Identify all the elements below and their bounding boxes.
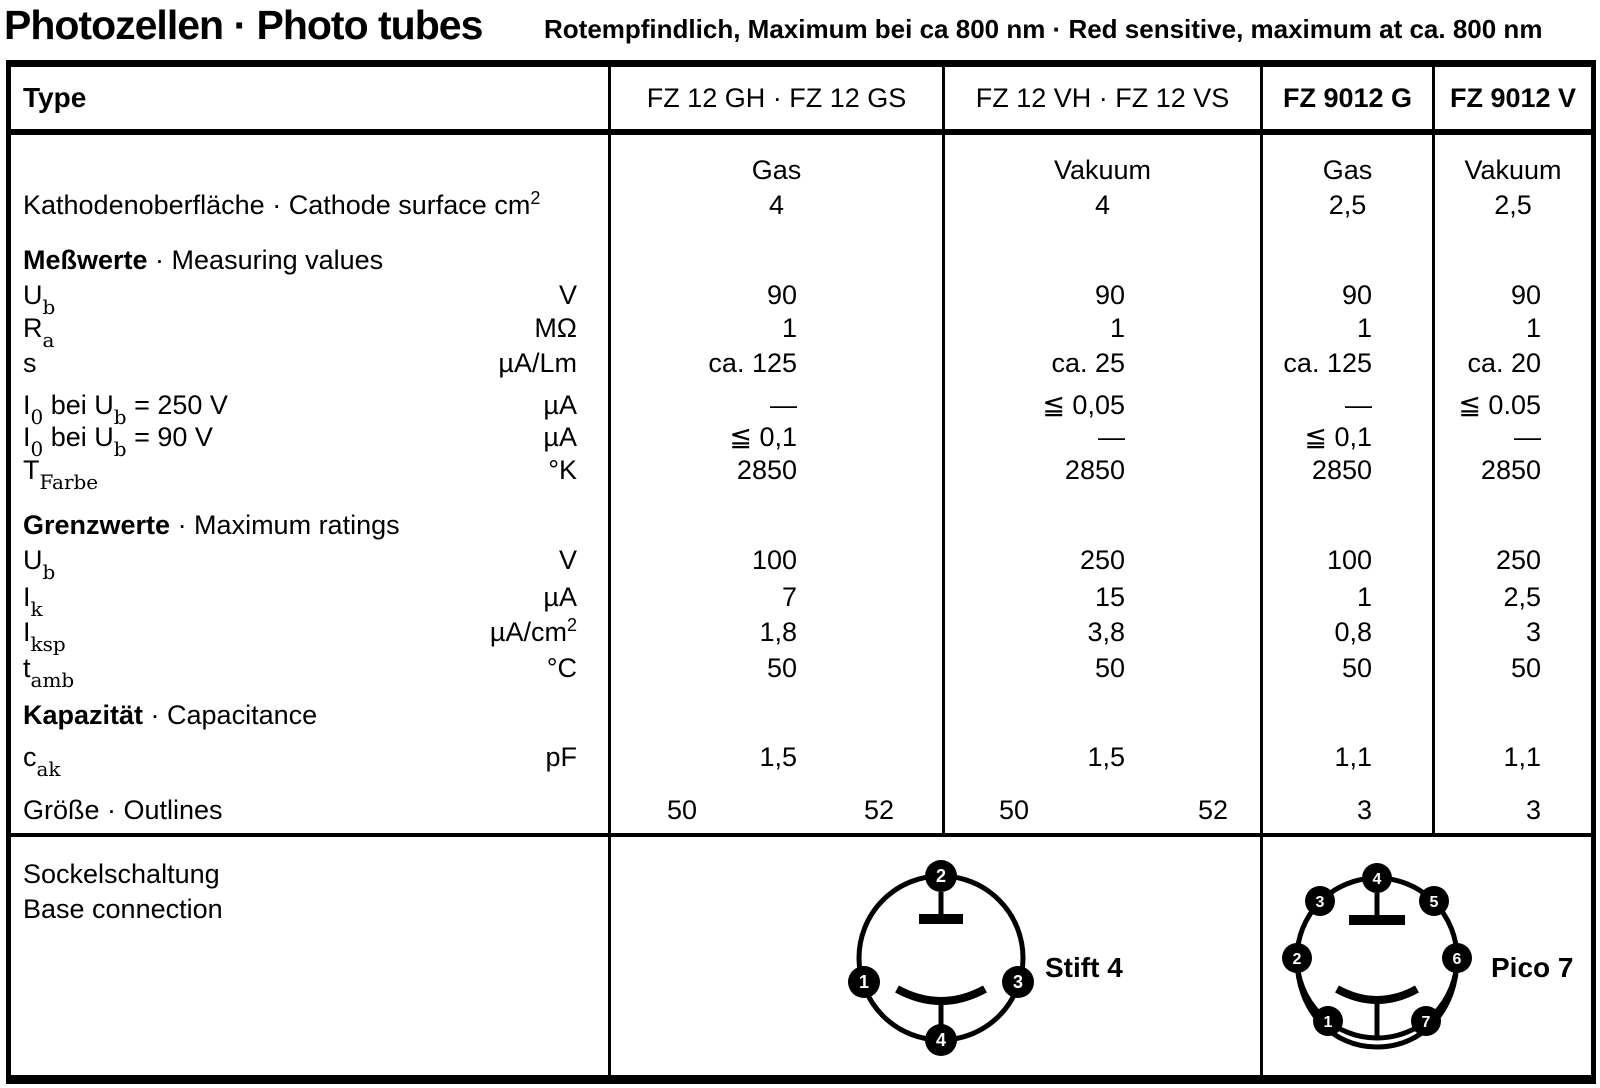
row-label: $T_{Farbe}$ bbox=[23, 455, 99, 495]
table-row-sensitivity bbox=[11, 345, 1591, 381]
row-unit: V bbox=[558, 280, 577, 310]
cell: 1 bbox=[1109, 313, 1125, 343]
svg-text:5: 5 bbox=[1429, 894, 1439, 911]
row-label: $t_{amb}$ bbox=[23, 653, 75, 693]
row-label: $U_b$ bbox=[23, 545, 56, 585]
row-unit: MΩ bbox=[534, 313, 577, 343]
cell: 90 bbox=[1510, 280, 1541, 310]
cell: 90 bbox=[766, 280, 797, 310]
pin-4 bbox=[1362, 863, 1392, 893]
cell: 4 bbox=[768, 190, 785, 220]
row-label: $c_{ak}$ bbox=[23, 742, 61, 782]
pin-3 bbox=[1002, 966, 1034, 998]
section-maximum-ratings bbox=[11, 507, 1591, 543]
cell: 1,1 bbox=[1334, 742, 1372, 772]
cathode-arc bbox=[1337, 989, 1417, 1000]
row-unit: µA/Lm bbox=[498, 348, 577, 378]
cell: 1,5 bbox=[759, 742, 797, 772]
row-label: $I_0$ bei $U_b = 90$ V bbox=[23, 422, 213, 462]
row-unit: V bbox=[558, 545, 577, 575]
svg-text:7: 7 bbox=[1421, 1014, 1431, 1031]
cell: — bbox=[1098, 422, 1125, 452]
col-header-fz9012v: FZ 9012 V bbox=[1449, 83, 1577, 113]
section-label: Meßwerte · Measuring values bbox=[23, 245, 384, 275]
row-label: Größe · Outlines bbox=[23, 795, 223, 825]
cell: 3 bbox=[1525, 617, 1541, 647]
table-row-cathode-surface bbox=[11, 187, 1591, 223]
table-row-ik bbox=[11, 579, 1591, 622]
superscript: 2 bbox=[530, 188, 541, 208]
stift4-label: Stift 4 bbox=[1045, 952, 1123, 983]
row-label: $I_k$ bbox=[23, 582, 43, 622]
cell: 2850 bbox=[1064, 455, 1125, 485]
cell: 50 52 bbox=[667, 795, 894, 825]
cell: — bbox=[1514, 422, 1541, 452]
body-base-divider bbox=[11, 833, 1591, 837]
cell: 3,8 bbox=[1087, 617, 1125, 647]
pin-2 bbox=[1282, 943, 1312, 973]
svg-text:6: 6 bbox=[1452, 951, 1462, 968]
spec-table bbox=[6, 60, 1596, 1084]
col-header-fz12v: FZ 12 VH · FZ 12 VS bbox=[975, 83, 1230, 113]
pico7-socket-diagram bbox=[1277, 853, 1507, 1065]
cathode-arc bbox=[897, 989, 985, 1001]
pin-6 bbox=[1442, 943, 1472, 973]
page-title: Photozellen · Photo tubes bbox=[4, 2, 483, 48]
cell: ≦ 0,1 bbox=[1304, 422, 1372, 452]
cell: ca. 125 bbox=[1283, 348, 1372, 378]
cell: ca. 125 bbox=[708, 348, 797, 378]
table-row-i0-250v bbox=[11, 387, 1591, 430]
base-connection-label-en: Base connection bbox=[23, 894, 223, 924]
cell: ≦ 0,05 bbox=[1042, 390, 1125, 420]
cell: Vakuum bbox=[1053, 155, 1152, 185]
row-unit: µA bbox=[543, 582, 577, 612]
page-subtitle: Rotempfindlich, Maximum bei ca 800 nm · Red sensitive, maximum at ca. 800 nm bbox=[544, 14, 1543, 44]
svg-text:3: 3 bbox=[1315, 894, 1325, 911]
row-label: $I_{ksp}$ bbox=[23, 617, 66, 657]
pin-5 bbox=[1419, 886, 1449, 916]
cell: 1,5 bbox=[1087, 742, 1125, 772]
cell: 50 52 bbox=[999, 795, 1228, 825]
cell: 90 bbox=[1094, 280, 1125, 310]
pin-4 bbox=[925, 1024, 957, 1056]
cell: 50 bbox=[1510, 653, 1541, 683]
cell: Vakuum bbox=[1464, 155, 1562, 185]
svg-text:4: 4 bbox=[1372, 871, 1382, 888]
col-header-fz9012g: FZ 9012 G bbox=[1282, 83, 1413, 113]
row-unit: °K bbox=[548, 455, 577, 485]
row-unit: $\mu A/cm^2$ bbox=[489, 615, 577, 647]
table-row-i0-90v bbox=[11, 419, 1591, 462]
cell: 2,5 bbox=[1503, 582, 1541, 612]
cell: 15 bbox=[1094, 582, 1125, 612]
row-unit: °C bbox=[546, 653, 577, 683]
section-capacitance bbox=[11, 697, 1591, 733]
pin-3 bbox=[1305, 886, 1335, 916]
cell: — bbox=[1345, 390, 1372, 420]
cell: Gas bbox=[1322, 155, 1373, 185]
row-label: $U_b$ bbox=[23, 280, 56, 320]
cell: — bbox=[770, 390, 797, 420]
cell: 1 bbox=[1525, 313, 1541, 343]
cell: 1 bbox=[1356, 313, 1372, 343]
cell: ca. 25 bbox=[1051, 348, 1125, 378]
cell: 250 bbox=[1079, 545, 1125, 575]
cell: 1 bbox=[781, 313, 797, 343]
table-row-outlines bbox=[11, 792, 1591, 828]
pico7-label: Pico 7 bbox=[1491, 952, 1574, 983]
cell: 7 bbox=[781, 582, 797, 612]
cell: 2,5 bbox=[1494, 190, 1532, 220]
svg-text:1: 1 bbox=[858, 972, 870, 992]
table-row-tamb bbox=[11, 650, 1591, 693]
cell: ca. 20 bbox=[1467, 348, 1541, 378]
table-row-ub-max bbox=[11, 542, 1591, 585]
svg-text:1: 1 bbox=[1323, 1014, 1333, 1031]
section-measuring-values bbox=[11, 242, 1591, 278]
row-unit: µA bbox=[543, 422, 577, 452]
pin-7 bbox=[1411, 1006, 1441, 1036]
header-underline bbox=[11, 129, 1591, 135]
cell: 2850 bbox=[736, 455, 797, 485]
col-header-fz12g: FZ 12 GH · FZ 12 GS bbox=[646, 83, 907, 113]
cell: 3 bbox=[1356, 795, 1372, 825]
section-label: Kapazität · Capacitance bbox=[23, 700, 318, 730]
pin-1 bbox=[1313, 1006, 1343, 1036]
table-row-gasfill bbox=[11, 152, 1591, 188]
cell: 100 bbox=[751, 545, 797, 575]
row-label: Kathodenoberfläche · Cathode surface $cm^2$ bbox=[23, 188, 541, 220]
cell: 1,1 bbox=[1503, 742, 1541, 772]
pin-2 bbox=[925, 860, 957, 892]
row-label: s bbox=[23, 348, 37, 378]
section-label: Grenzwerte · Maximum ratings bbox=[23, 510, 400, 540]
table-row-cak bbox=[11, 739, 1591, 782]
cell: 50 bbox=[766, 653, 797, 683]
row-unit: pF bbox=[545, 742, 577, 772]
cell: Gas bbox=[751, 155, 802, 185]
svg-text:2: 2 bbox=[935, 866, 947, 886]
cell: 2850 bbox=[1480, 455, 1541, 485]
svg-text:3: 3 bbox=[1012, 972, 1024, 992]
type-header: Type bbox=[23, 82, 87, 113]
row-unit: µA bbox=[543, 390, 577, 420]
table-row-color-temp bbox=[11, 452, 1591, 495]
cell: 3 bbox=[1525, 795, 1541, 825]
table-row-ra bbox=[11, 310, 1591, 353]
cell: 2850 bbox=[1311, 455, 1372, 485]
cell: 0,8 bbox=[1334, 617, 1372, 647]
cell: 2,5 bbox=[1328, 190, 1367, 220]
cell: 50 bbox=[1094, 653, 1125, 683]
row-label: $I_0$ bei $U_b = 250$ V bbox=[23, 390, 228, 430]
row-label: $R_a$ bbox=[23, 313, 55, 353]
cell: 250 bbox=[1495, 545, 1541, 575]
table-row-iksp bbox=[11, 614, 1591, 657]
cell: ≦ 0.05 bbox=[1458, 390, 1541, 420]
base-connection-label-de: Sockelschaltung bbox=[23, 859, 220, 889]
cell: 4 bbox=[1094, 190, 1111, 220]
cell: 1 bbox=[1356, 582, 1372, 612]
cell: 100 bbox=[1326, 545, 1372, 575]
svg-text:2: 2 bbox=[1292, 951, 1302, 968]
table-row-ub-meas bbox=[11, 277, 1591, 320]
cell: 50 bbox=[1341, 653, 1372, 683]
cell: 1,8 bbox=[759, 617, 797, 647]
pin-1 bbox=[848, 966, 880, 998]
cell: 90 bbox=[1341, 280, 1372, 310]
cell: ≦ 0,1 bbox=[729, 422, 797, 452]
svg-text:4: 4 bbox=[935, 1030, 947, 1050]
